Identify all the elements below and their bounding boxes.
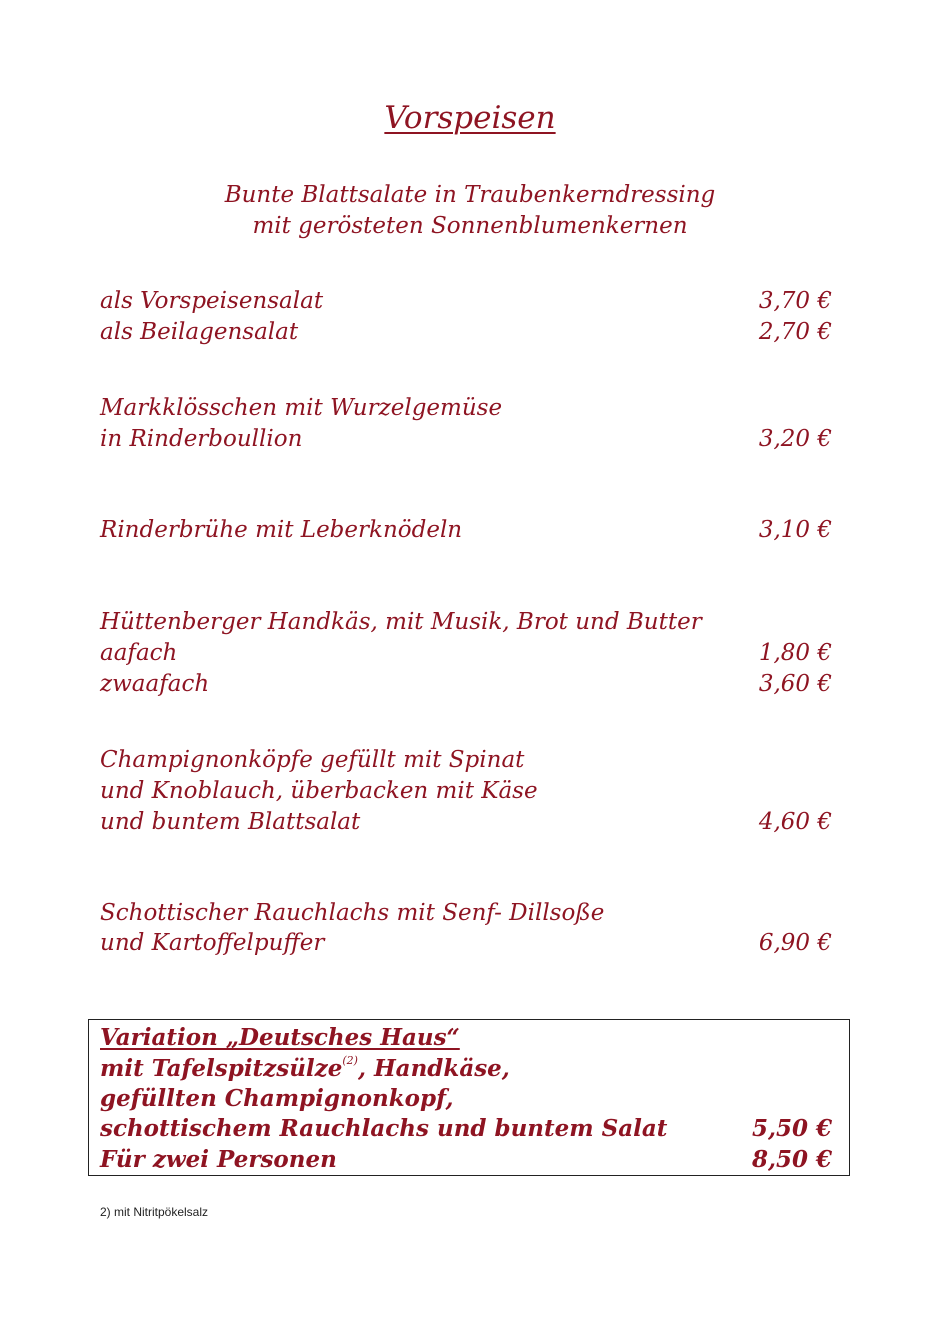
menu-item <box>100 807 832 838</box>
special-line-text <box>100 1053 510 1084</box>
special-line-text: gefüllten Champignonkopf, <box>100 1085 454 1112</box>
menu-item-text: Markklösschen mit Wurzelgemüse <box>100 395 503 421</box>
special-price-single: 5,50 € <box>751 1115 832 1142</box>
menu-item <box>100 607 832 638</box>
menu-item-price: 3,60 € <box>758 671 832 697</box>
special-line <box>100 1083 832 1114</box>
menu-item <box>100 515 832 546</box>
intro-line-1: Bunte Blattsalate in Traubenkerndressing <box>224 182 716 208</box>
salad-intro <box>0 180 940 242</box>
menu-item <box>100 776 832 807</box>
menu-item-price: 3,70 € <box>758 288 832 314</box>
menu-item-text: Schottischer Rauchlachs mit Senf- Dillsoße <box>100 900 605 926</box>
menu-item-text: Champignonköpfe gefüllt mit Spinat <box>100 747 525 773</box>
menu-item-price: 2,70 € <box>758 319 832 345</box>
special-line <box>100 1113 832 1144</box>
menu-item-text: als Vorspeisensalat <box>100 288 324 314</box>
menu-item <box>100 928 832 959</box>
intro-line-2: mit gerösteten Sonnenblumenkernen <box>252 213 688 239</box>
footnote-marker: (2) <box>342 1054 358 1067</box>
menu-item-text: Hüttenberger Handkäs, mit Musik, Brot und Butter <box>100 609 702 635</box>
menu-item-text: Rinderbrühe mit Leberknödeln <box>100 517 463 543</box>
menu-item <box>100 317 832 348</box>
special-heading-line <box>100 1022 832 1053</box>
menu-item-text: in Rinderboullion <box>100 426 303 452</box>
menu-item-price: 3,10 € <box>758 517 832 543</box>
menu-item-text: aafach <box>100 640 178 666</box>
menu-item <box>100 286 832 317</box>
menu-item-price: 1,80 € <box>758 640 832 666</box>
special-line <box>100 1053 832 1084</box>
menu-item <box>100 393 832 424</box>
special-line-text: schottischem Rauchlachs und buntem Salat <box>100 1115 668 1142</box>
menu-item-text: und Knoblauch, überbacken mit Käse <box>100 778 538 804</box>
menu-item-text: zwaafach <box>100 671 210 697</box>
special-price-two: 8,50 € <box>751 1146 832 1173</box>
menu-item <box>100 898 832 929</box>
menu-item <box>100 424 832 455</box>
menu-item <box>100 638 832 669</box>
menu-item-price: 3,20 € <box>758 426 832 452</box>
menu-item-text: und buntem Blattsalat <box>100 809 361 835</box>
menu-item <box>100 745 832 776</box>
menu-item <box>100 669 832 700</box>
menu-item-text: als Beilagensalat <box>100 319 299 345</box>
footnote: 2) mit Nitritpökelsalz <box>100 1205 209 1219</box>
menu-item-price: 6,90 € <box>758 930 832 956</box>
special-line <box>100 1144 832 1175</box>
menu-item-text: und Kartoffelpuffer <box>100 930 325 956</box>
special-line-rest: , Handkäse, <box>357 1055 510 1082</box>
special-line-text: Für zwei Personen <box>100 1146 337 1173</box>
special-line-main: mit Tafelspitzsülze <box>100 1055 343 1082</box>
special-heading: Variation „Deutsches Haus“ <box>100 1024 460 1051</box>
page-title: Vorspeisen <box>384 100 556 136</box>
menu-item-price: 4,60 € <box>758 809 832 835</box>
